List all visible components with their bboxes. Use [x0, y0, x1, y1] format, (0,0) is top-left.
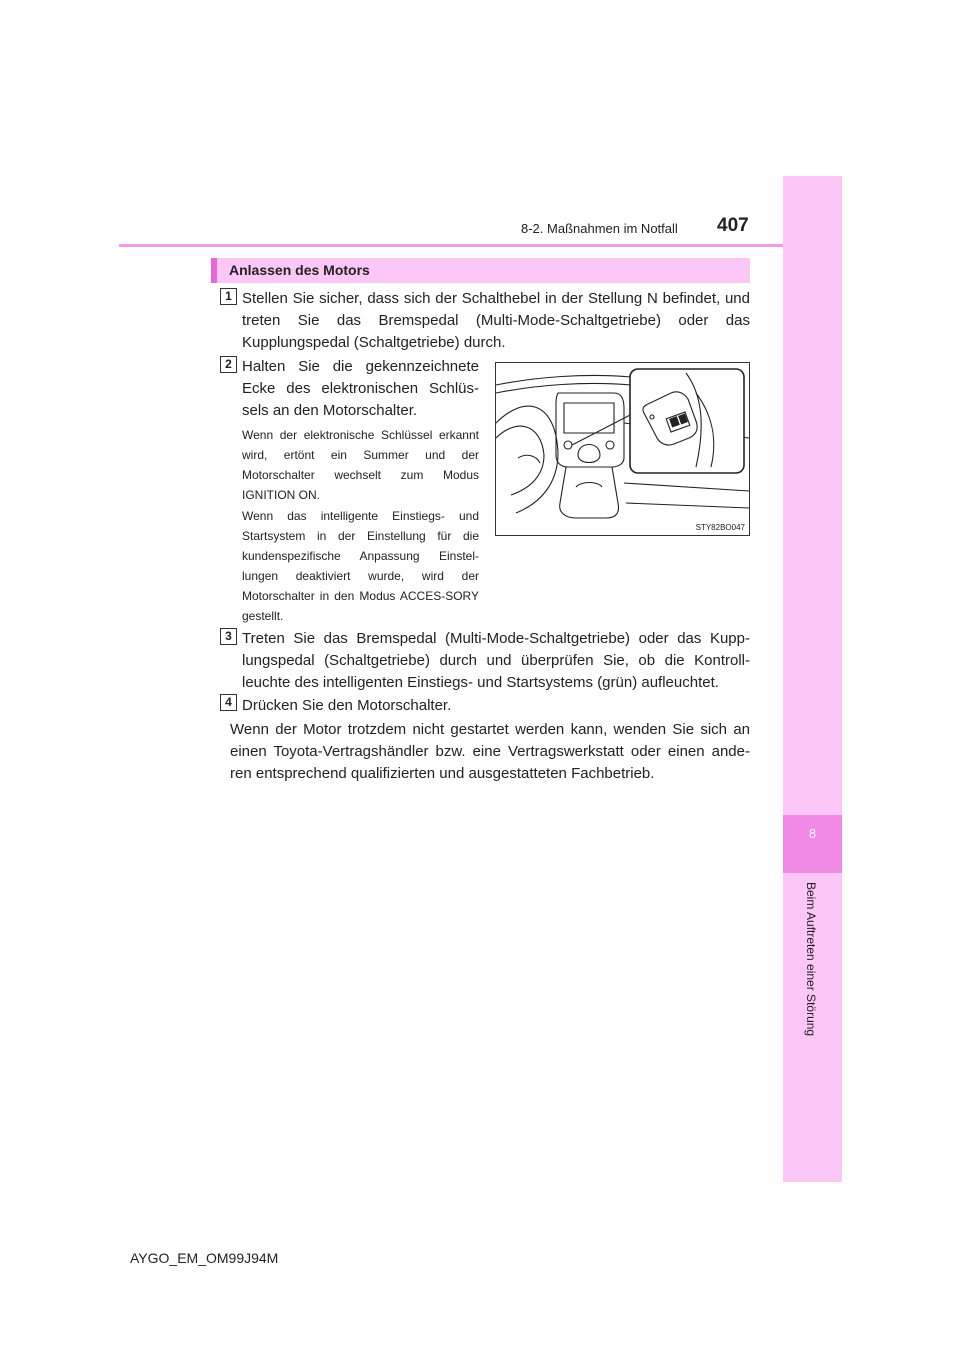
- figure-code: STY82BO047: [695, 523, 745, 532]
- document-code: AYGO_EM_OM99J94M: [130, 1250, 279, 1266]
- dashboard-key-icon: [496, 363, 749, 535]
- header-rule: [119, 244, 783, 247]
- step-number-3: 3: [220, 628, 237, 645]
- step-4-text: Drücken Sie den Motorschalter.: [242, 697, 452, 714]
- step-1-text: Stellen Sie sicher, dass sich der Schalthebel in der Stellung N befindet, und treten Sie das Bremspedal (Multi-Mode-Schaltgetriebe) oder das Kupplungspedal (Schaltgetriebe) durch.: [242, 290, 750, 351]
- closing-paragraph: Wenn der Motor trotzdem nicht gestartet werden kann, wenden Sie sich an einen Toyota-Vertragshändler bzw. eine Vertragswerkstatt oder einen ande-ren entsprechend qualifizierten und ausgestatteten Fachbetrieb.: [230, 721, 750, 782]
- step-2-text: Halten Sie die gekennzeichnete Ecke des elektronischen Schlüs-sels an den Motorschalter.: [242, 358, 479, 419]
- step-number-1: 1: [220, 288, 237, 305]
- chapter-number-box: [783, 815, 842, 873]
- dashboard-key-illustration: [495, 362, 750, 536]
- section-label: 8-2. Maßnahmen im Notfall: [521, 221, 678, 236]
- chapter-number: 8: [808, 826, 817, 841]
- chapter-title: Beim Auftreten einer Störung: [804, 882, 818, 1037]
- section-title-bar: [211, 258, 750, 283]
- section-title: Anlassen des Motors: [229, 262, 370, 278]
- step-2-note-1: Wenn der elektronische Schlüssel erkannt wird, ertönt ein Summer und der Motorschalter wechselt zum Modus IGNITION ON.: [242, 428, 479, 502]
- step-number-2: 2: [220, 356, 237, 373]
- step-number-4: 4: [220, 694, 237, 711]
- step-3-text: Treten Sie das Bremspedal (Multi-Mode-Schaltgetriebe) oder das Kupp-lungspedal (Schaltgetriebe) durch und überprüfen Sie, ob die Kontroll-leuchte des intelligenten Einstiegs- und Startsystems (grün) aufleuchtet.: [242, 630, 750, 691]
- page-number: 407: [717, 215, 749, 236]
- step-2-note-2: Wenn das intelligente Einstiegs- und Startsystem in der Einstellung für die kundenspezifische Anpassung Einstel-lungen deaktiviert wurde, wird der Motorschalter in den Modus ACCES-SORY gestellt.: [242, 509, 479, 623]
